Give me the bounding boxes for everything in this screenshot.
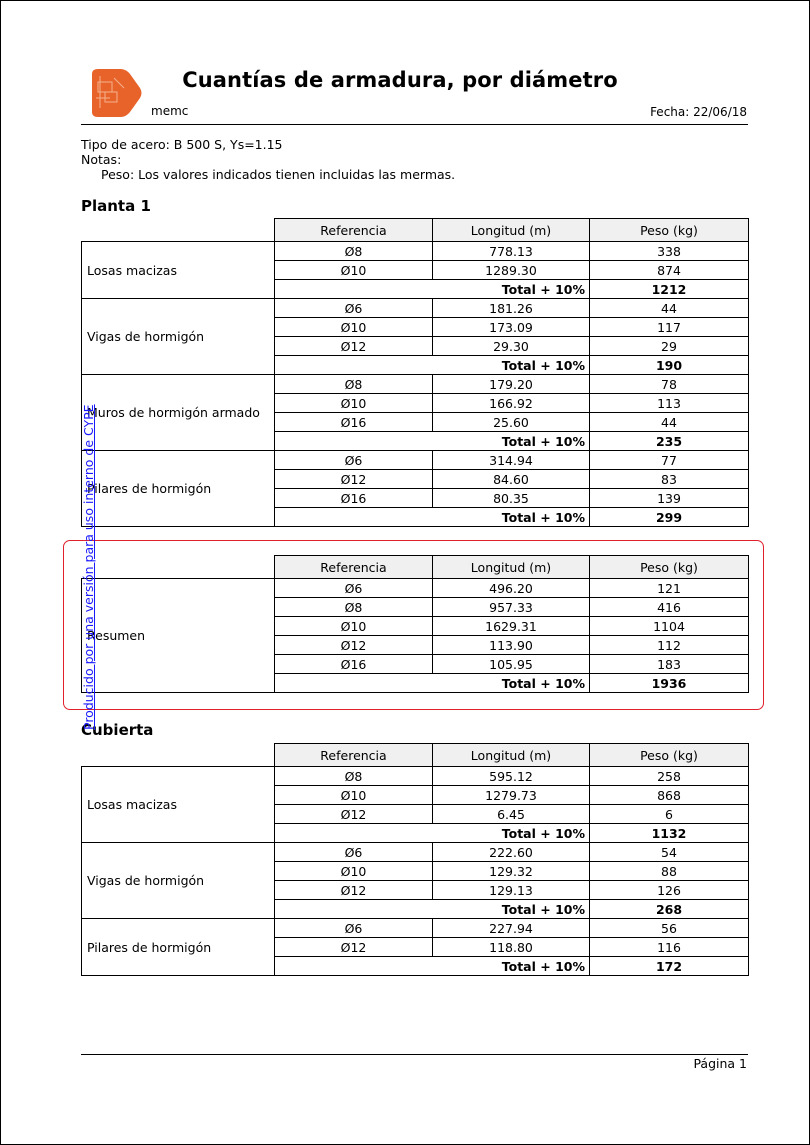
total-value: 1936 [590,674,749,693]
weight-cell: 868 [590,786,749,805]
ref-cell: Ø16 [275,655,433,674]
header-divider [81,124,748,125]
total-label: Total + 10% [275,280,590,299]
ref-cell: Ø6 [275,579,433,598]
weight-cell: 113 [590,394,749,413]
cubierta-table [81,743,749,976]
section-title-planta-1: Planta 1 [81,197,151,215]
total-label: Total + 10% [275,900,590,919]
weight-cell: 139 [590,489,749,508]
group-label: Vigas de hormigón [82,843,275,919]
total-value: 1212 [590,280,749,299]
page-number: Página 1 [693,1056,747,1071]
weight-cell: 416 [590,598,749,617]
weight-cell: 121 [590,579,749,598]
ref-cell: Ø6 [275,299,433,318]
table-header-row [82,744,749,767]
ref-cell: Ø12 [275,881,433,900]
cype-logo-icon [88,68,142,118]
total-label: Total + 10% [275,674,590,693]
total-value: 235 [590,432,749,451]
weight-cell: 88 [590,862,749,881]
weight-cell: 183 [590,655,749,674]
group-label: Pilares de hormigón [82,919,275,976]
document-date: Fecha: 22/06/18 [650,105,747,119]
column-header-ref: Referencia [275,219,433,242]
length-cell: 105.95 [433,655,590,674]
weight-cell: 56 [590,919,749,938]
ref-cell: Ø12 [275,938,433,957]
weight-cell: 54 [590,843,749,862]
length-cell: 129.13 [433,881,590,900]
length-cell: 113.90 [433,636,590,655]
ref-cell: Ø8 [275,242,433,261]
resumen-table [81,555,749,693]
length-cell: 957.33 [433,598,590,617]
weight-cell: 44 [590,299,749,318]
total-label: Total + 10% [275,824,590,843]
notes-block [81,137,455,182]
length-cell: 80.35 [433,489,590,508]
length-cell: 595.12 [433,767,590,786]
weight-note: Peso: Los valores indicados tienen incluidas las mermas. [101,167,456,182]
ref-cell: Ø8 [275,375,433,394]
length-cell: 25.60 [433,413,590,432]
length-cell: 1279.73 [433,786,590,805]
table-row [82,299,749,318]
column-header-weight: Peso (kg) [590,556,749,579]
weight-cell: 78 [590,375,749,394]
ref-cell: Ø6 [275,843,433,862]
ref-cell: Ø8 [275,598,433,617]
column-header-length: Longitud (m) [433,556,590,579]
weight-cell: 258 [590,767,749,786]
ref-cell: Ø12 [275,337,433,356]
weight-cell: 44 [590,413,749,432]
length-cell: 227.94 [433,919,590,938]
ref-cell: Ø12 [275,636,433,655]
notes-label: Notas: [81,152,122,167]
length-cell: 496.20 [433,579,590,598]
total-label: Total + 10% [275,508,590,527]
weight-cell: 874 [590,261,749,280]
weight-cell: 77 [590,451,749,470]
length-cell: 778.13 [433,242,590,261]
length-cell: 1289.30 [433,261,590,280]
table-row [82,451,749,470]
table-header-row [82,219,749,242]
length-cell: 173.09 [433,318,590,337]
column-header-length: Longitud (m) [433,219,590,242]
footer-divider [81,1054,748,1055]
table-row [82,242,749,261]
total-label: Total + 10% [275,356,590,375]
ref-cell: Ø12 [275,470,433,489]
length-cell: 181.26 [433,299,590,318]
section-title-cubierta: Cubierta [81,721,154,739]
table-row [82,375,749,394]
length-cell: 166.92 [433,394,590,413]
column-header-weight: Peso (kg) [590,744,749,767]
project-name: memc [151,104,189,118]
ref-cell: Ø10 [275,318,433,337]
ref-cell: Ø10 [275,394,433,413]
weight-cell: 112 [590,636,749,655]
total-value: 190 [590,356,749,375]
group-label: Muros de hormigón armado [82,375,275,451]
length-cell: 314.94 [433,451,590,470]
table-header-row [82,556,749,579]
ref-cell: Ø8 [275,767,433,786]
weight-cell: 6 [590,805,749,824]
ref-cell: Ø10 [275,862,433,881]
length-cell: 129.32 [433,862,590,881]
total-label: Total + 10% [275,432,590,451]
group-label: Pilares de hormigón [82,451,275,527]
length-cell: 1629.31 [433,617,590,636]
document-title: Cuantías de armadura, por diámetro [182,68,618,92]
weight-cell: 338 [590,242,749,261]
ref-cell: Ø10 [275,786,433,805]
length-cell: 6.45 [433,805,590,824]
group-label: Losas macizas [82,242,275,299]
steel-type: Tipo de acero: B 500 S, Ys=1.15 [81,137,283,152]
length-cell: 29.30 [433,337,590,356]
ref-cell: Ø12 [275,805,433,824]
weight-cell: 83 [590,470,749,489]
planta-1-table [81,218,749,527]
total-value: 172 [590,957,749,976]
ref-cell: Ø16 [275,489,433,508]
column-header-ref: Referencia [275,556,433,579]
length-cell: 222.60 [433,843,590,862]
length-cell: 118.80 [433,938,590,957]
ref-cell: Ø16 [275,413,433,432]
length-cell: 179.20 [433,375,590,394]
ref-cell: Ø6 [275,919,433,938]
ref-cell: Ø6 [275,451,433,470]
column-header-length: Longitud (m) [433,744,590,767]
total-label: Total + 10% [275,957,590,976]
weight-cell: 117 [590,318,749,337]
table-row [82,919,749,938]
total-value: 268 [590,900,749,919]
ref-cell: Ø10 [275,261,433,280]
table-row [82,579,749,598]
weight-cell: 1104 [590,617,749,636]
weight-cell: 126 [590,881,749,900]
weight-cell: 116 [590,938,749,957]
table-row [82,767,749,786]
total-value: 1132 [590,824,749,843]
total-value: 299 [590,508,749,527]
weight-cell: 29 [590,337,749,356]
group-label: Resumen [82,579,275,693]
cype-watermark-link[interactable]: Producido por una versión para uso interno de CYPE [81,404,96,730]
column-header-weight: Peso (kg) [590,219,749,242]
ref-cell: Ø10 [275,617,433,636]
column-header-ref: Referencia [275,744,433,767]
table-row [82,843,749,862]
group-label: Vigas de hormigón [82,299,275,375]
length-cell: 84.60 [433,470,590,489]
group-label: Losas macizas [82,767,275,843]
